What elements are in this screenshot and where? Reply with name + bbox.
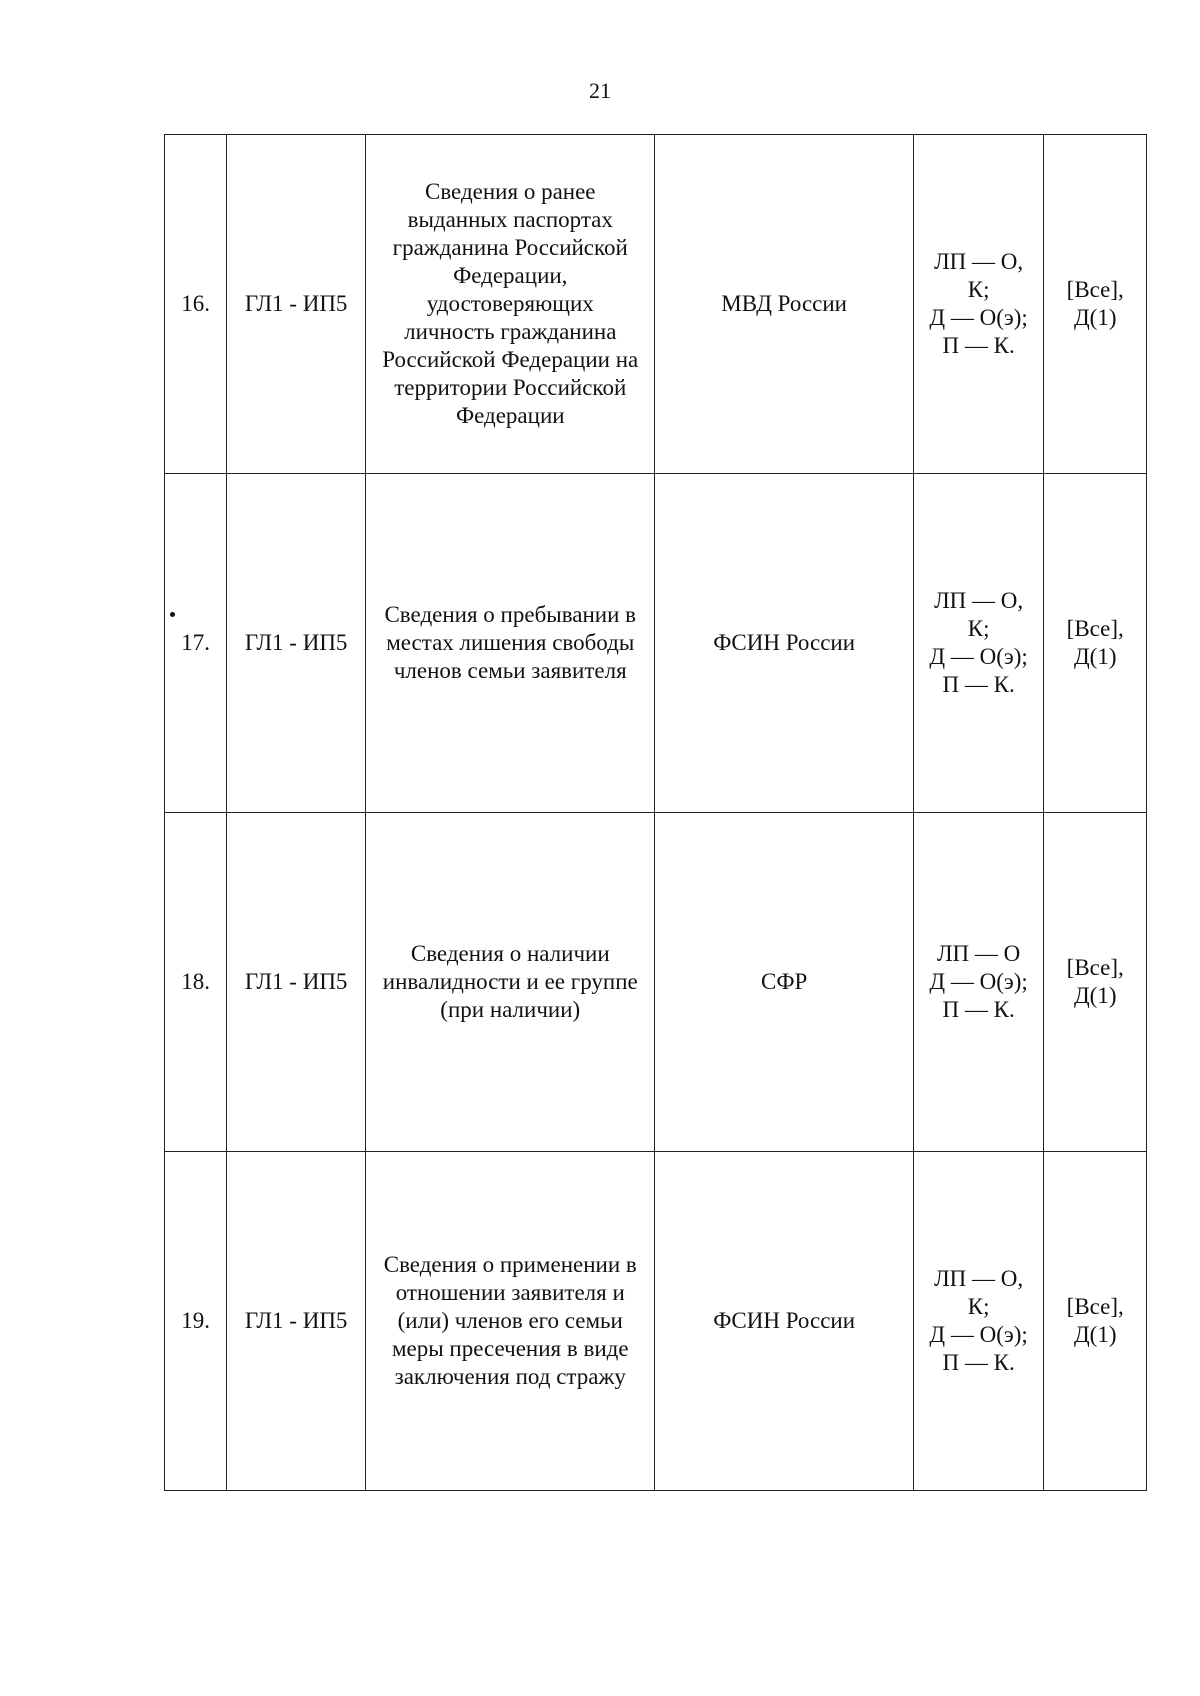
mode-line: ЛП — О, xyxy=(934,1266,1024,1291)
description-line: личность гражданина xyxy=(404,319,617,344)
row-code-cell: ГЛ1 - ИП5 xyxy=(227,474,366,813)
mode-line: К; xyxy=(967,1294,990,1319)
row-organization-cell: МВД России xyxy=(655,135,913,474)
row-organization-cell: ФСИН России xyxy=(655,474,913,813)
description-line: Российской Федерации на xyxy=(382,347,639,372)
row-number-cell: 18. xyxy=(165,813,227,1152)
row-code-cell: ГЛ1 - ИП5 xyxy=(227,135,366,474)
table-row xyxy=(165,1152,1147,1491)
row-mode-cell xyxy=(913,474,1044,813)
row-access-cell xyxy=(1044,135,1147,474)
mode-line: П — К. xyxy=(942,333,1015,358)
description-line: Сведения о применении в xyxy=(383,1252,637,1277)
mode-line: П — К. xyxy=(942,672,1015,697)
row-description-cell xyxy=(366,813,655,1152)
access-line: Д(1) xyxy=(1073,305,1117,330)
description-line: меры пресечения в виде xyxy=(391,1336,629,1361)
description-line: членов семьи заявителя xyxy=(393,658,627,683)
access-line: Д(1) xyxy=(1073,983,1117,1008)
table-row xyxy=(165,474,1147,813)
row-access-cell xyxy=(1044,1152,1147,1491)
description-line: местах лишения свободы xyxy=(386,630,635,655)
row-mode-cell xyxy=(913,135,1044,474)
mode-line: Д — О(э); xyxy=(929,969,1028,994)
mode-line: Д — О(э); xyxy=(929,1322,1028,1347)
row-mode-cell xyxy=(913,813,1044,1152)
access-line: [Все], xyxy=(1066,955,1124,980)
description-line: территории Российской xyxy=(394,375,627,400)
mode-line: ЛП — О, xyxy=(934,588,1024,613)
access-line: Д(1) xyxy=(1073,644,1117,669)
table-row xyxy=(165,135,1147,474)
access-line: [Все], xyxy=(1066,616,1124,641)
description-line: Федерации, xyxy=(453,263,568,288)
row-number-cell: 16. xyxy=(165,135,227,474)
mode-line: Д — О(э); xyxy=(929,644,1028,669)
access-line: [Все], xyxy=(1066,1294,1124,1319)
data-table xyxy=(164,134,1147,1491)
description-line: Федерации xyxy=(455,403,565,428)
description-line: Сведения о наличии xyxy=(410,941,610,966)
description-line: Сведения о пребывании в xyxy=(384,602,637,627)
mode-line: ЛП — О, xyxy=(934,249,1024,274)
description-line: (или) членов его семьи xyxy=(397,1308,623,1333)
mode-line: К; xyxy=(967,277,990,302)
mode-line: П — К. xyxy=(942,997,1015,1022)
row-access-cell xyxy=(1044,474,1147,813)
page-number: 21 xyxy=(589,78,611,103)
row-organization-cell: СФР xyxy=(655,813,913,1152)
description-line: Сведения о ранее xyxy=(424,179,596,204)
access-line: Д(1) xyxy=(1073,1322,1117,1347)
row-mode-cell xyxy=(913,1152,1044,1491)
mode-line: ЛП — О xyxy=(936,941,1021,966)
description-line: гражданина Российской xyxy=(392,235,628,260)
description-line: заключения под стражу xyxy=(394,1364,626,1389)
description-line: (при наличии) xyxy=(440,997,581,1022)
row-organization-cell: ФСИН России xyxy=(655,1152,913,1491)
description-line: выданных паспортах xyxy=(407,207,613,232)
description-line: инвалидности и ее группе xyxy=(382,969,638,994)
mode-line: К; xyxy=(967,616,990,641)
row-description-cell xyxy=(366,135,655,474)
table-body xyxy=(165,135,1147,1491)
row-code-cell: ГЛ1 - ИП5 xyxy=(227,1152,366,1491)
row-number-cell: 19. xyxy=(165,1152,227,1491)
row-description-cell xyxy=(366,1152,655,1491)
row-description-cell xyxy=(366,474,655,813)
table-row xyxy=(165,813,1147,1152)
row-number-cell: 17. xyxy=(165,474,227,813)
mode-line: П — К. xyxy=(942,1350,1015,1375)
row-code-cell: ГЛ1 - ИП5 xyxy=(227,813,366,1152)
description-line: удостоверяющих xyxy=(426,291,594,316)
access-line: [Все], xyxy=(1066,277,1124,302)
mode-line: Д — О(э); xyxy=(929,305,1028,330)
description-line: отношении заявителя и xyxy=(395,1280,625,1305)
row-access-cell xyxy=(1044,813,1147,1152)
